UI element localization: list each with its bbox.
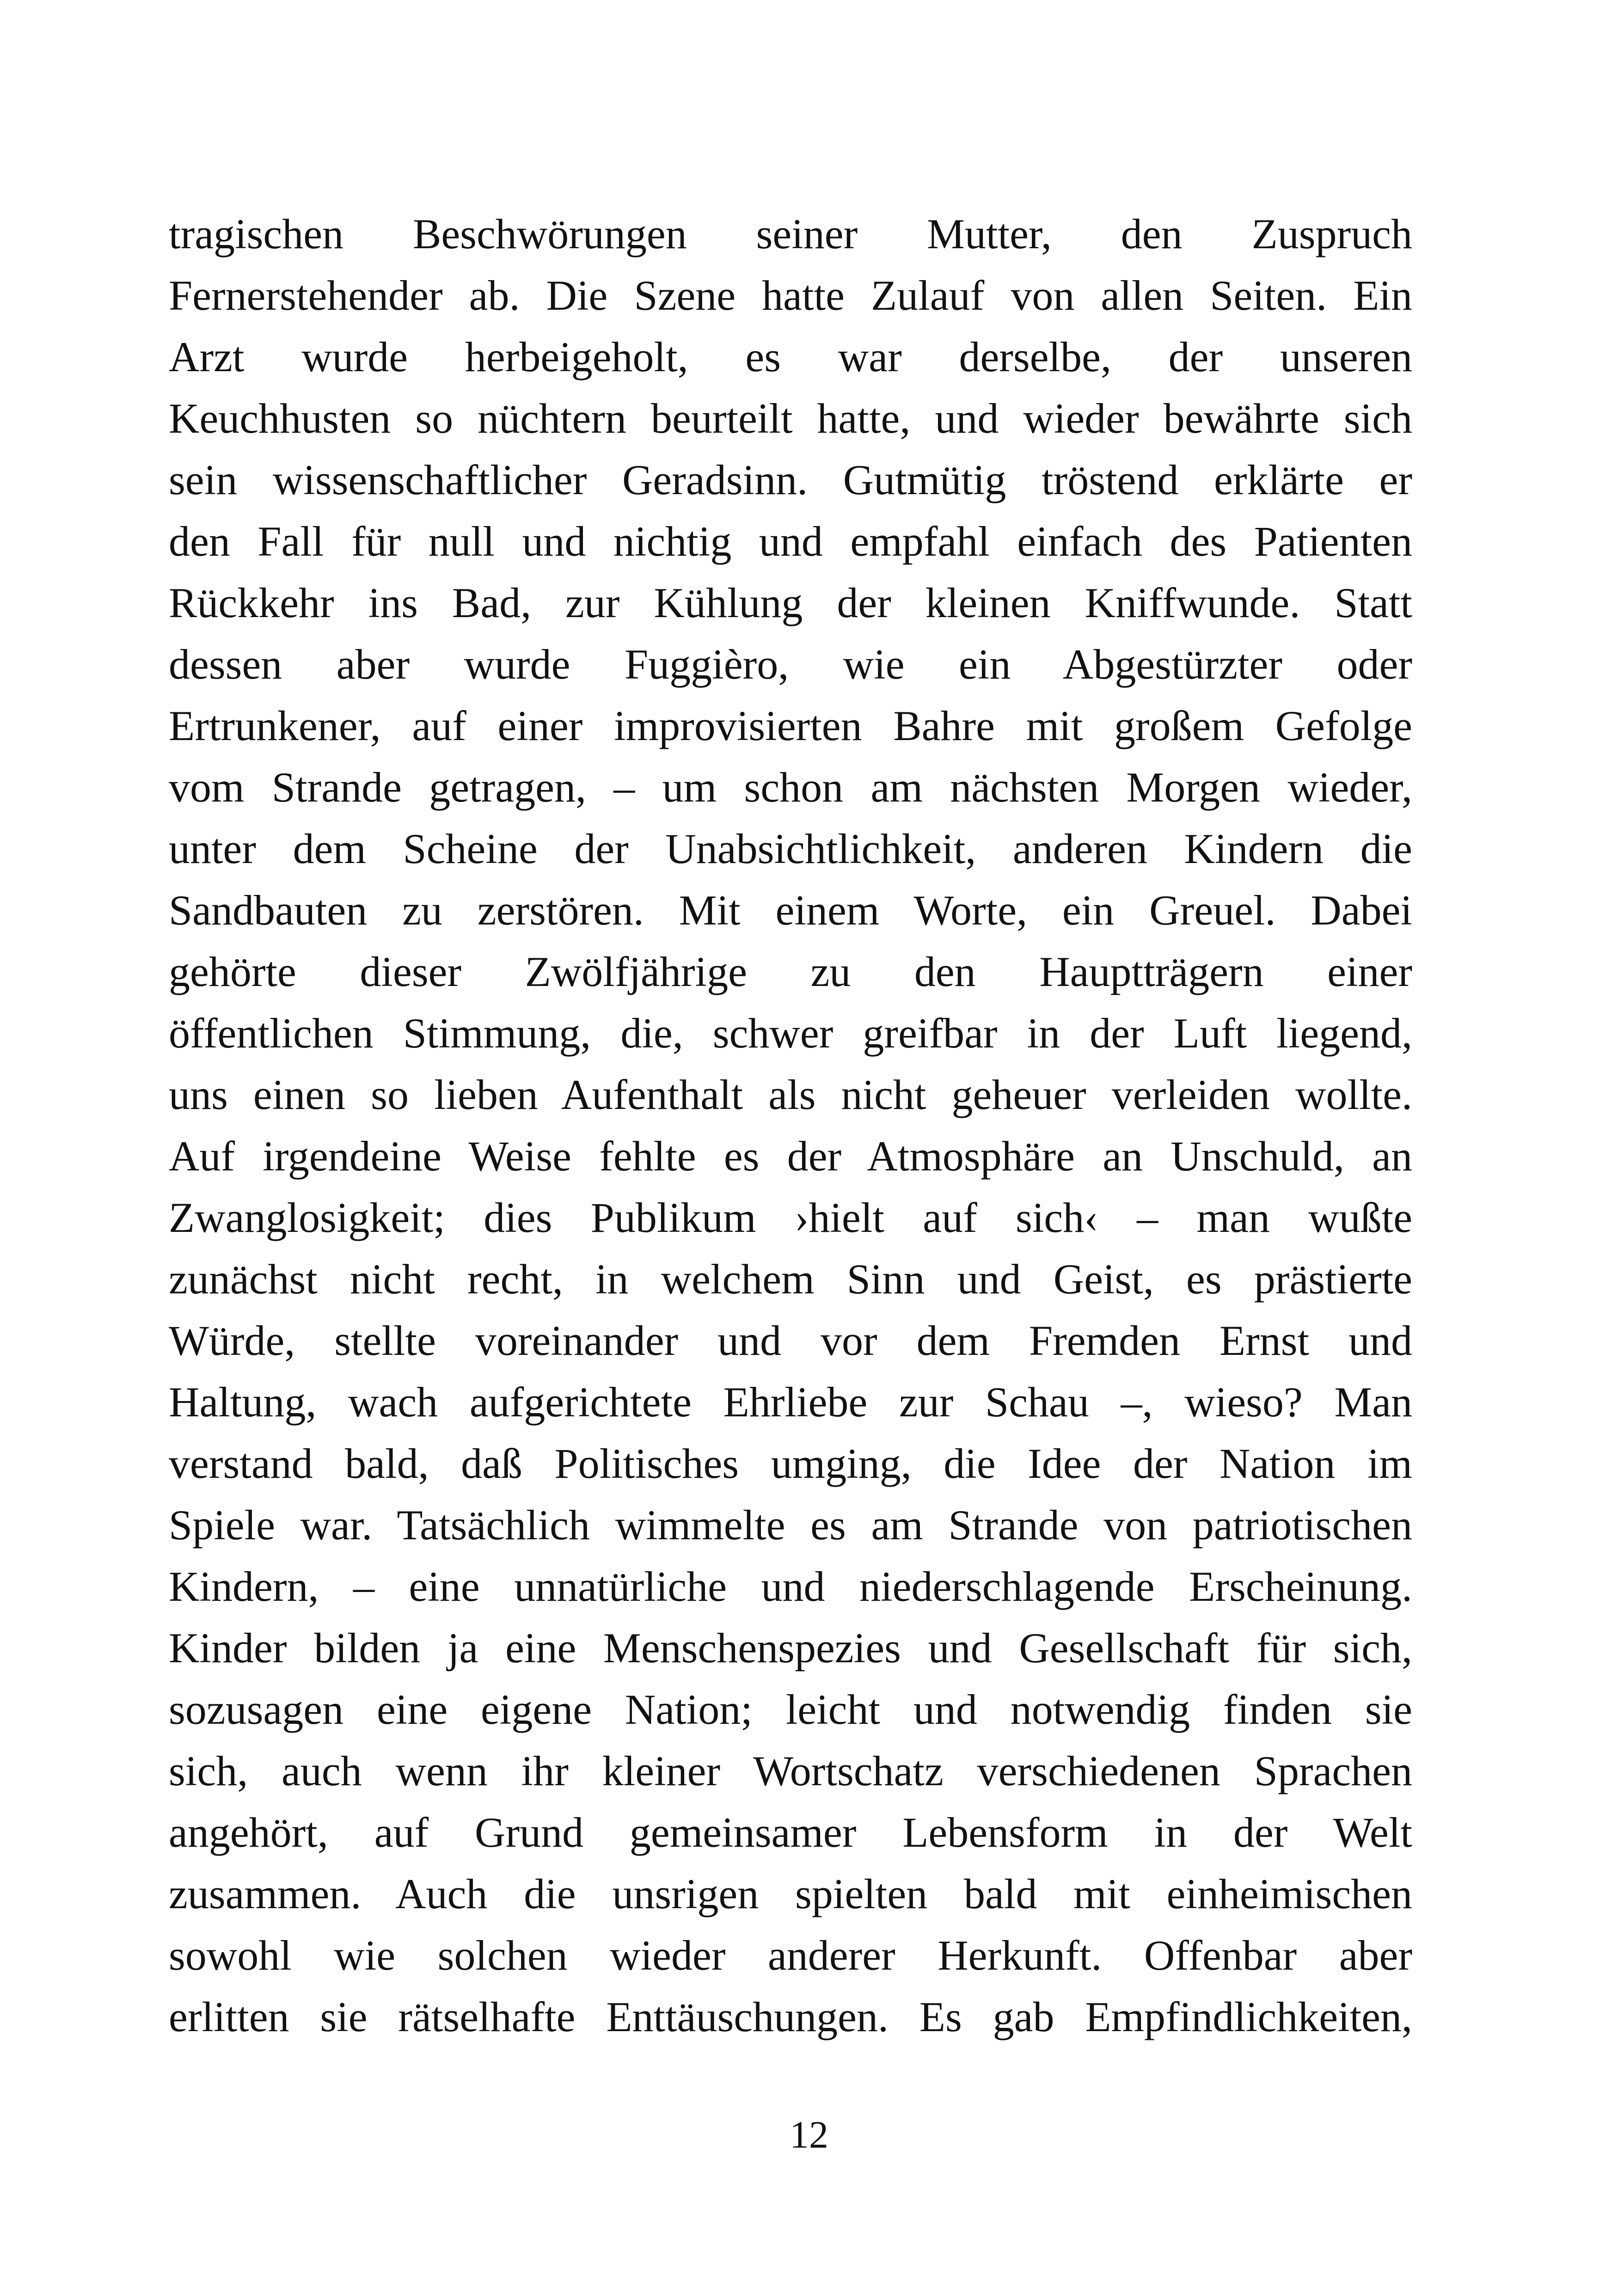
text-line: zunächst nicht recht, in welchem Sinn und Geist, es prästierte [169, 1255, 1412, 1303]
text-line: Auf irgendeine Weise fehlte es der Atmosphäre an Unschuld, an [169, 1133, 1412, 1180]
text-line: Keuchhusten so nüchtern beurteilt hatte, und wieder bewährte sich [169, 395, 1412, 442]
text-line: Kindern, – eine unnatürliche und niederschlagende Erscheinung. [169, 1563, 1412, 1610]
text-line: erlitten sie rätselhafte Enttäuschungen. Es gab Empfindlichkeiten, [169, 1993, 1412, 2040]
text-line: Sandbauten zu zerstören. Mit einem Worte, ein Greuel. Dabei [169, 887, 1412, 934]
page-number: 12 [790, 2113, 828, 2156]
text-line: gehörte dieser Zwölfjährige zu den Hauptträgern einer [169, 948, 1412, 995]
text-line: Spiele war. Tatsächlich wimmelte es am Strande von patriotischen [169, 1501, 1412, 1549]
text-line: sein wissenschaftlicher Geradsinn. Gutmütig tröstend erklärte er [169, 456, 1412, 503]
text-line: sowohl wie solchen wieder anderer Herkunft. Offenbar aber [169, 1932, 1412, 1979]
text-line: Würde, stellte voreinander und vor dem Fremden Ernst und [169, 1317, 1412, 1364]
text-line: sozusagen eine eigene Nation; leicht und notwendig finden sie [169, 1686, 1412, 1733]
body-text [169, 203, 1412, 2048]
text-line: öffentlichen Stimmung, die, schwer greifbar in der Luft liegend, [169, 1010, 1412, 1057]
text-line: verstand bald, daß Politisches umging, die Idee der Nation im [169, 1440, 1412, 1487]
text-line: Haltung, wach aufgerichtete Ehrliebe zur Schau –, wieso? Man [169, 1378, 1412, 1426]
text-line: zusammen. Auch die unsrigen spielten bald mit einheimischen [169, 1870, 1412, 1917]
text-line: dessen aber wurde Fuggièro, wie ein Abgestürzter oder [169, 641, 1412, 688]
text-line: angehört, auf Grund gemeinsamer Lebensform in der Welt [169, 1809, 1412, 1856]
text-line: den Fall für null und nichtig und empfahl einfach des Patienten [169, 518, 1412, 565]
text-line: vom Strande getragen, – um schon am nächsten Morgen wieder, [169, 764, 1412, 811]
text-line: unter dem Scheine der Unabsichtlichkeit, anderen Kindern die [169, 825, 1412, 872]
text-line: Arzt wurde herbeigeholt, es war derselbe, der unseren [169, 333, 1412, 380]
text-line: Ertrunkener, auf einer improvisierten Bahre mit großem Gefolge [169, 702, 1412, 749]
text-line: Kinder bilden ja eine Menschenspezies und Gesellschaft für sich, [169, 1624, 1412, 1671]
text-line: tragischen Beschwörungen seiner Mutter, den Zuspruch [169, 210, 1412, 257]
text-line: Rückkehr ins Bad, zur Kühlung der kleinen Kniffwunde. Statt [169, 579, 1412, 626]
text-line: Zwanglosigkeit; dies Publikum ›hielt auf sich‹ – man wußte [169, 1194, 1412, 1241]
text-line: Fernerstehender ab. Die Szene hatte Zulauf von allen Seiten. Ein [169, 272, 1412, 319]
text-line: sich, auch wenn ihr kleiner Wortschatz verschiedenen Sprachen [169, 1747, 1412, 1794]
text-line: uns einen so lieben Aufenthalt als nicht geheuer verleiden wollte. [169, 1071, 1412, 1118]
